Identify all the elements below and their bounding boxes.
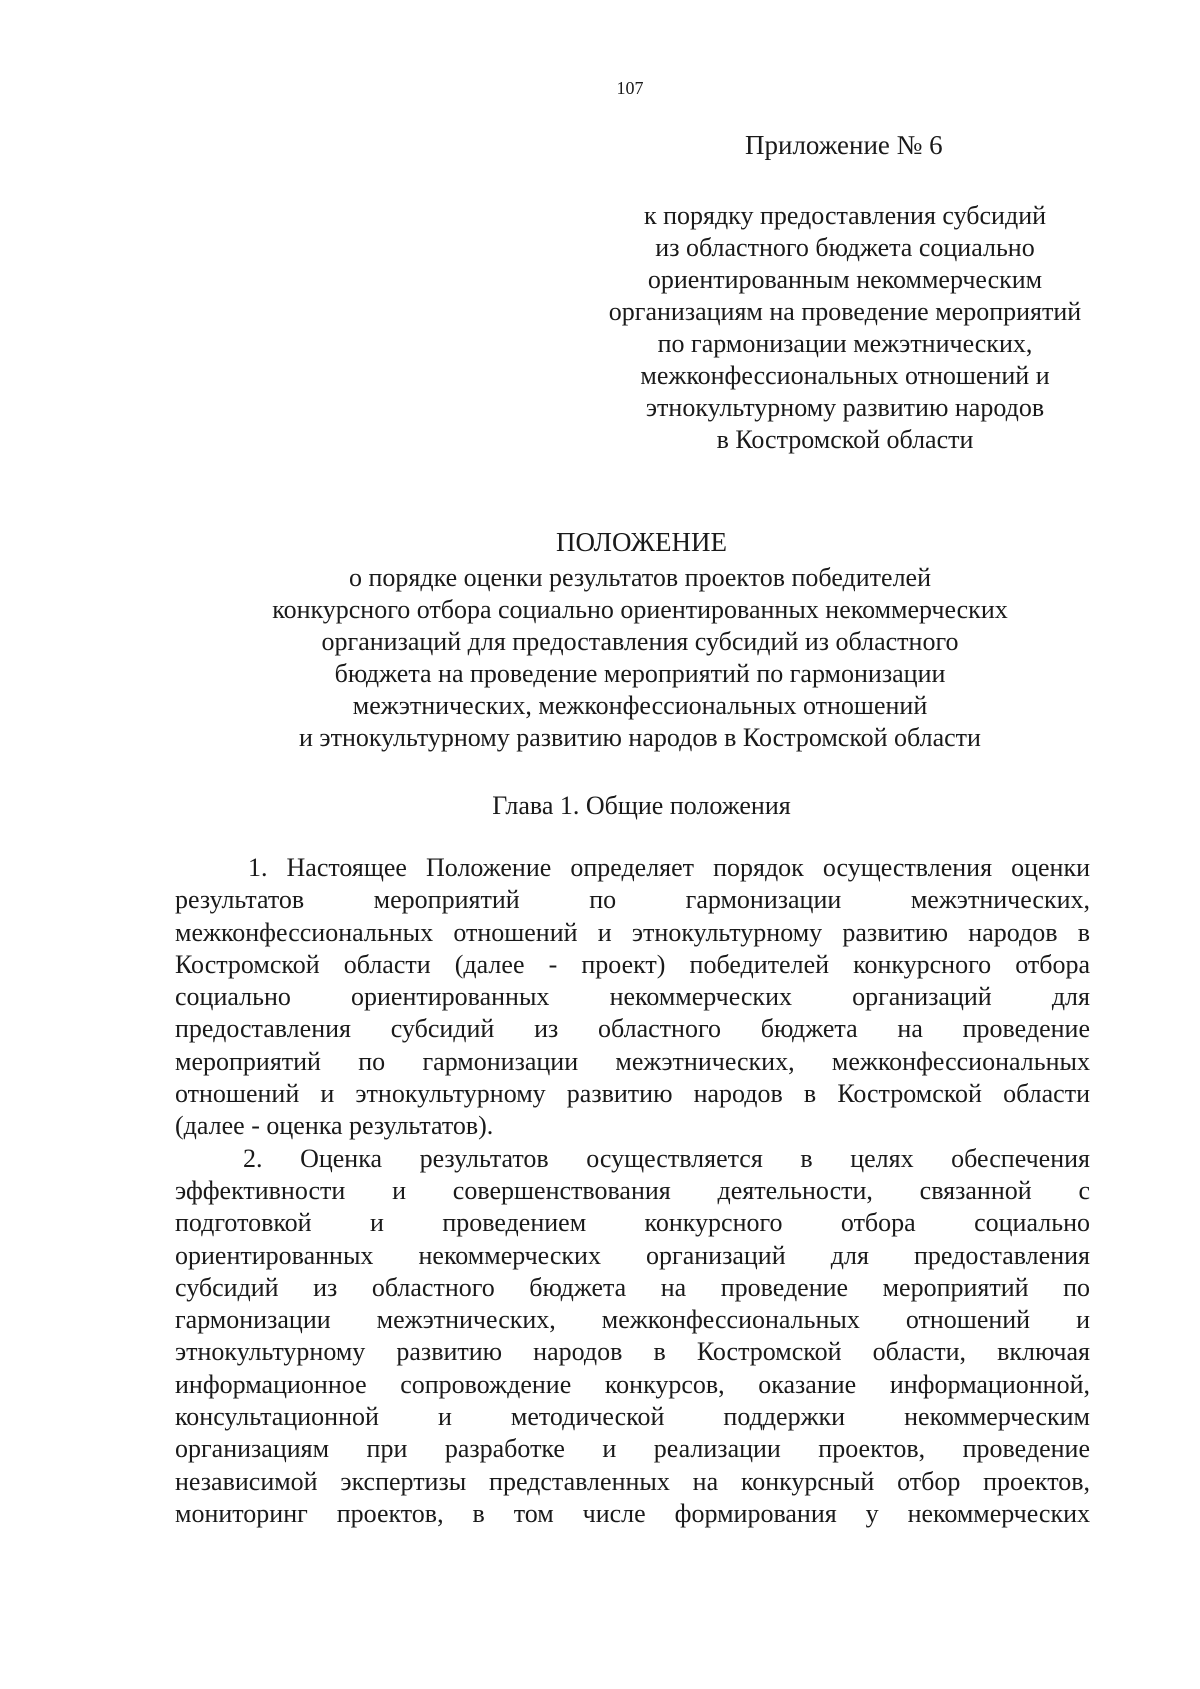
appendix-subtitle-line: по гармонизации межэтнических, xyxy=(657,329,1033,358)
document-title: ПОЛОЖЕНИЕ xyxy=(556,527,727,557)
body-line: 1. Настоящее Положение определяет порядок осуществления оценки xyxy=(248,853,1090,882)
body-line: мероприятий по гармонизации межэтнических, межконфессиональных xyxy=(175,1046,1090,1076)
body-line: межконфессиональных отношений и этнокультурному развитию народов в xyxy=(175,917,1090,947)
document-subtitle-line: бюджета на проведение мероприятий по гармонизации xyxy=(334,659,946,688)
appendix-subtitle-line: организациям на проведение мероприятий xyxy=(608,297,1082,326)
body-line: организациям при разработке и реализации проектов, проведение xyxy=(175,1434,1090,1464)
body-line: ориентированных некоммерческих организаций для предоставления xyxy=(175,1240,1090,1270)
body-line: отношений и этнокультурному развитию народов в Костромской области xyxy=(175,1079,1090,1109)
body-line: (далее - оценка результатов). xyxy=(175,1111,494,1141)
appendix-subtitle-line: к порядку предоставления субсидий xyxy=(643,201,1047,230)
body-line: социально ориентированных некоммерческих организаций для xyxy=(175,982,1090,1012)
body-line: эффективности и совершенствования деятельности, связанной с xyxy=(175,1175,1090,1205)
body-line: независимой экспертизы представленных на конкурсный отбор проектов, xyxy=(175,1466,1090,1496)
chapter-title: Глава 1. Общие положения xyxy=(492,791,791,820)
appendix-subtitle-line: из областного бюджета социально xyxy=(655,233,1035,262)
document-subtitle-line: конкурсного отбора социально ориентированных некоммерческих xyxy=(272,595,1008,624)
body-text xyxy=(175,852,1090,1530)
appendix-subtitle-line: межконфессиональных отношений и xyxy=(640,361,1050,390)
body-line: подготовкой и проведением конкурсного отбора социально xyxy=(175,1208,1090,1238)
document-subtitle xyxy=(140,562,1140,754)
body-line: результатов мероприятий по гармонизации межэтнических, xyxy=(175,885,1090,915)
page-number: 107 xyxy=(616,78,644,98)
appendix-subtitle-line: этнокультурному развитию народов xyxy=(645,393,1045,422)
appendix-subtitle-line: в Костромской области xyxy=(716,425,974,454)
document-subtitle-line: и этнокультурному развитию народов в Костромской области xyxy=(299,723,981,752)
body-line: гармонизации межэтнических, межконфессиональных отношений и xyxy=(175,1305,1090,1335)
body-line: информационное сопровождение конкурсов, оказание информационной, xyxy=(175,1369,1090,1399)
paragraph-2 xyxy=(175,1143,1090,1531)
document-subtitle-line: о порядке оценки результатов проектов победителей xyxy=(349,563,931,592)
body-line: предоставления субсидий из областного бюджета на проведение xyxy=(175,1014,1090,1044)
body-line: этнокультурному развитию народов в Костромской области, включая xyxy=(175,1337,1090,1367)
appendix-title: Приложение № 6 xyxy=(745,130,943,160)
body-line: консультационной и методической поддержки некоммерческим xyxy=(175,1402,1090,1432)
body-line: субсидий из областного бюджета на проведение мероприятий по xyxy=(175,1272,1090,1302)
appendix-subtitle-line: ориентированным некоммерческим xyxy=(647,265,1043,294)
body-line: 2. Оценка результатов осуществляется в целях обеспечения xyxy=(243,1143,1090,1173)
document-subtitle-line: организаций для предоставления субсидий из областного xyxy=(321,627,959,656)
paragraph-1 xyxy=(175,852,1090,1143)
document-subtitle-line: межэтнических, межконфессиональных отношений xyxy=(352,691,928,720)
body-line: мониторинг проектов, в том числе формирования у некоммерческих xyxy=(175,1498,1090,1528)
body-line: Костромской области (далее - проект) победителей конкурсного отбора xyxy=(175,949,1090,979)
appendix-subtitle xyxy=(560,200,1130,456)
